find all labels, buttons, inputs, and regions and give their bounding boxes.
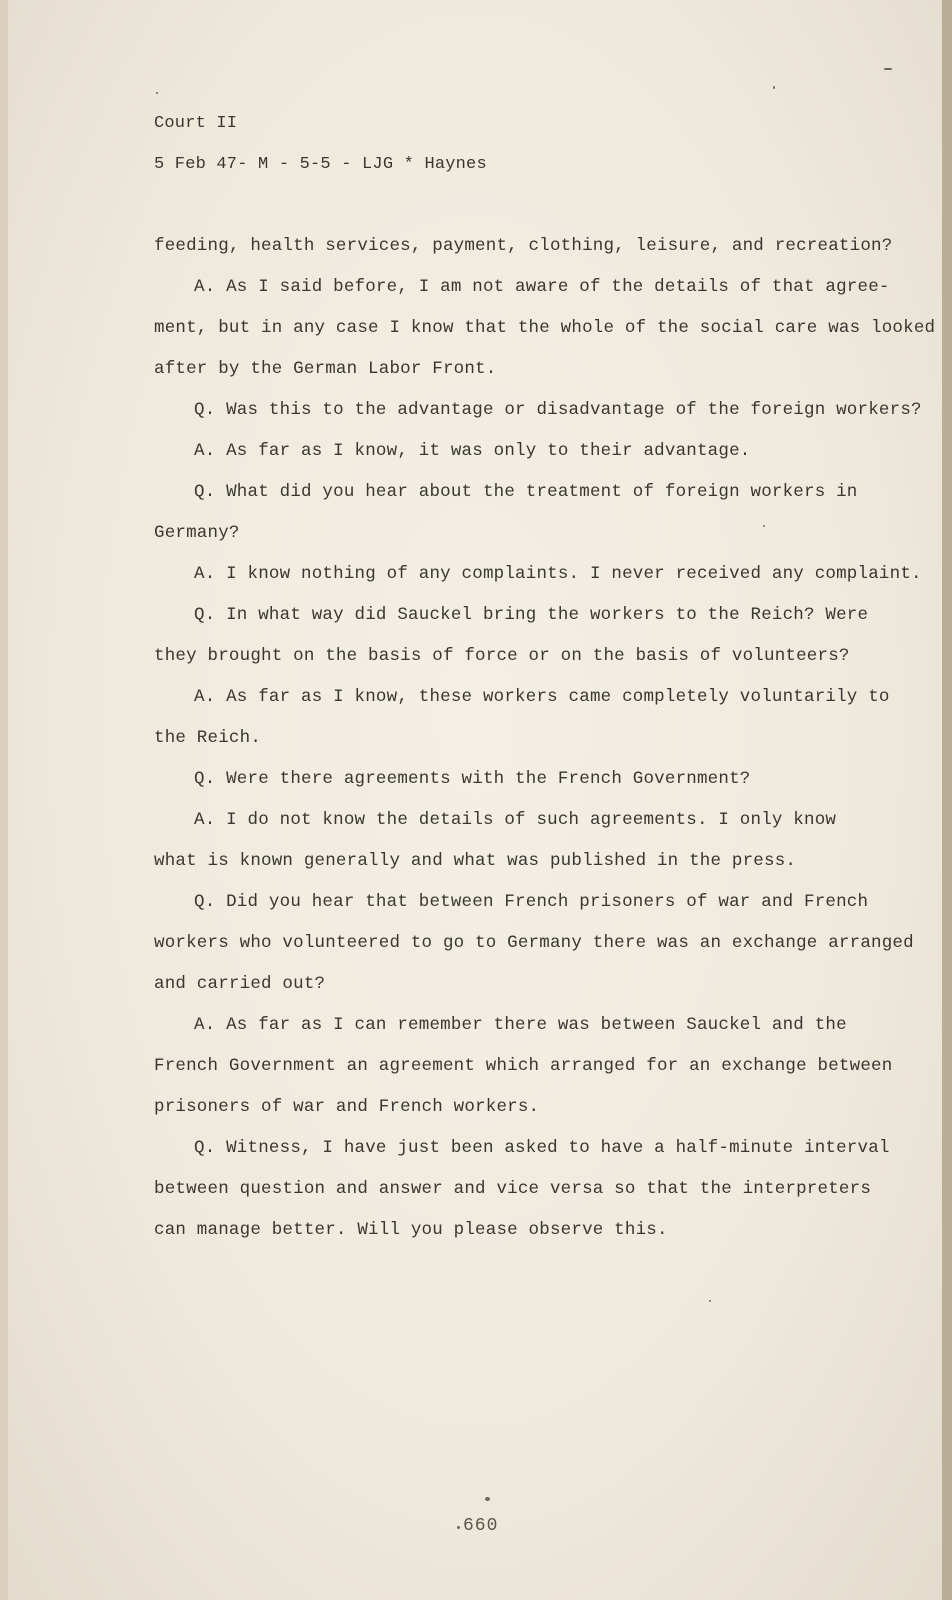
- transcript-line: French Government an agreement which arranged for an exchange between: [154, 1056, 893, 1076]
- transcript-line: Q. Was this to the advantage or disadvantage of the foreign workers?: [194, 400, 922, 420]
- transcript-line: Q. Did you hear that between French prisoners of war and French: [194, 892, 869, 912]
- transcript-line: workers who volunteered to go to Germany there was an exchange arranged: [154, 933, 914, 953]
- transcript-line: Q. Were there agreements with the French Government?: [194, 769, 751, 789]
- paper-speck: [457, 1526, 460, 1529]
- paper-speck: [763, 525, 765, 527]
- page-number: 660: [463, 1516, 499, 1536]
- transcript-line: prisoners of war and French workers.: [154, 1097, 540, 1117]
- transcript-line: and carried out?: [154, 974, 326, 994]
- paper-speck: [485, 1497, 490, 1501]
- transcript-line: A. I do not know the details of such agreements. I only know: [194, 810, 837, 830]
- transcript-line: ment, but in any case I know that the whole of the social care was looked: [154, 318, 936, 338]
- paper-speck: [884, 68, 892, 70]
- paper-speck: [709, 1300, 711, 1302]
- transcript-line: they brought on the basis of force or on the basis of volunteers?: [154, 646, 850, 666]
- court-label: Court II: [154, 114, 238, 133]
- transcript-line: what is known generally and what was published in the press.: [154, 851, 797, 871]
- transcript-line: can manage better. Will you please observe this.: [154, 1220, 668, 1240]
- transcript-line: Q. What did you hear about the treatment of foreign workers in: [194, 482, 858, 502]
- session-line: 5 Feb 47- M - 5-5 - LJG * Haynes: [154, 155, 487, 174]
- transcript-line: A. I know nothing of any complaints. I never received any complaint.: [194, 564, 922, 584]
- transcript-line: after by the German Labor Front.: [154, 359, 497, 379]
- transcript-line: A. As far as I know, it was only to their advantage.: [194, 441, 751, 461]
- transcript-line: Q. In what way did Sauckel bring the workers to the Reich? Were: [194, 605, 869, 625]
- transcript-line: the Reich.: [154, 728, 262, 748]
- transcript-line: A. As far as I can remember there was between Sauckel and the: [194, 1015, 847, 1035]
- transcript-line: A. As I said before, I am not aware of the details of that agree-: [194, 277, 890, 297]
- paper-speck: [156, 92, 158, 94]
- transcript-line: Q. Witness, I have just been asked to have a half-minute interval: [194, 1138, 890, 1158]
- transcript-line: between question and answer and vice versa so that the interpreters: [154, 1179, 872, 1199]
- transcript-line: A. As far as I know, these workers came completely voluntarily to: [194, 687, 890, 707]
- transcript-line: Germany?: [154, 523, 240, 543]
- paper-speck: [773, 86, 775, 89]
- transcript-line: feeding, health services, payment, clothing, leisure, and recreation?: [154, 236, 893, 256]
